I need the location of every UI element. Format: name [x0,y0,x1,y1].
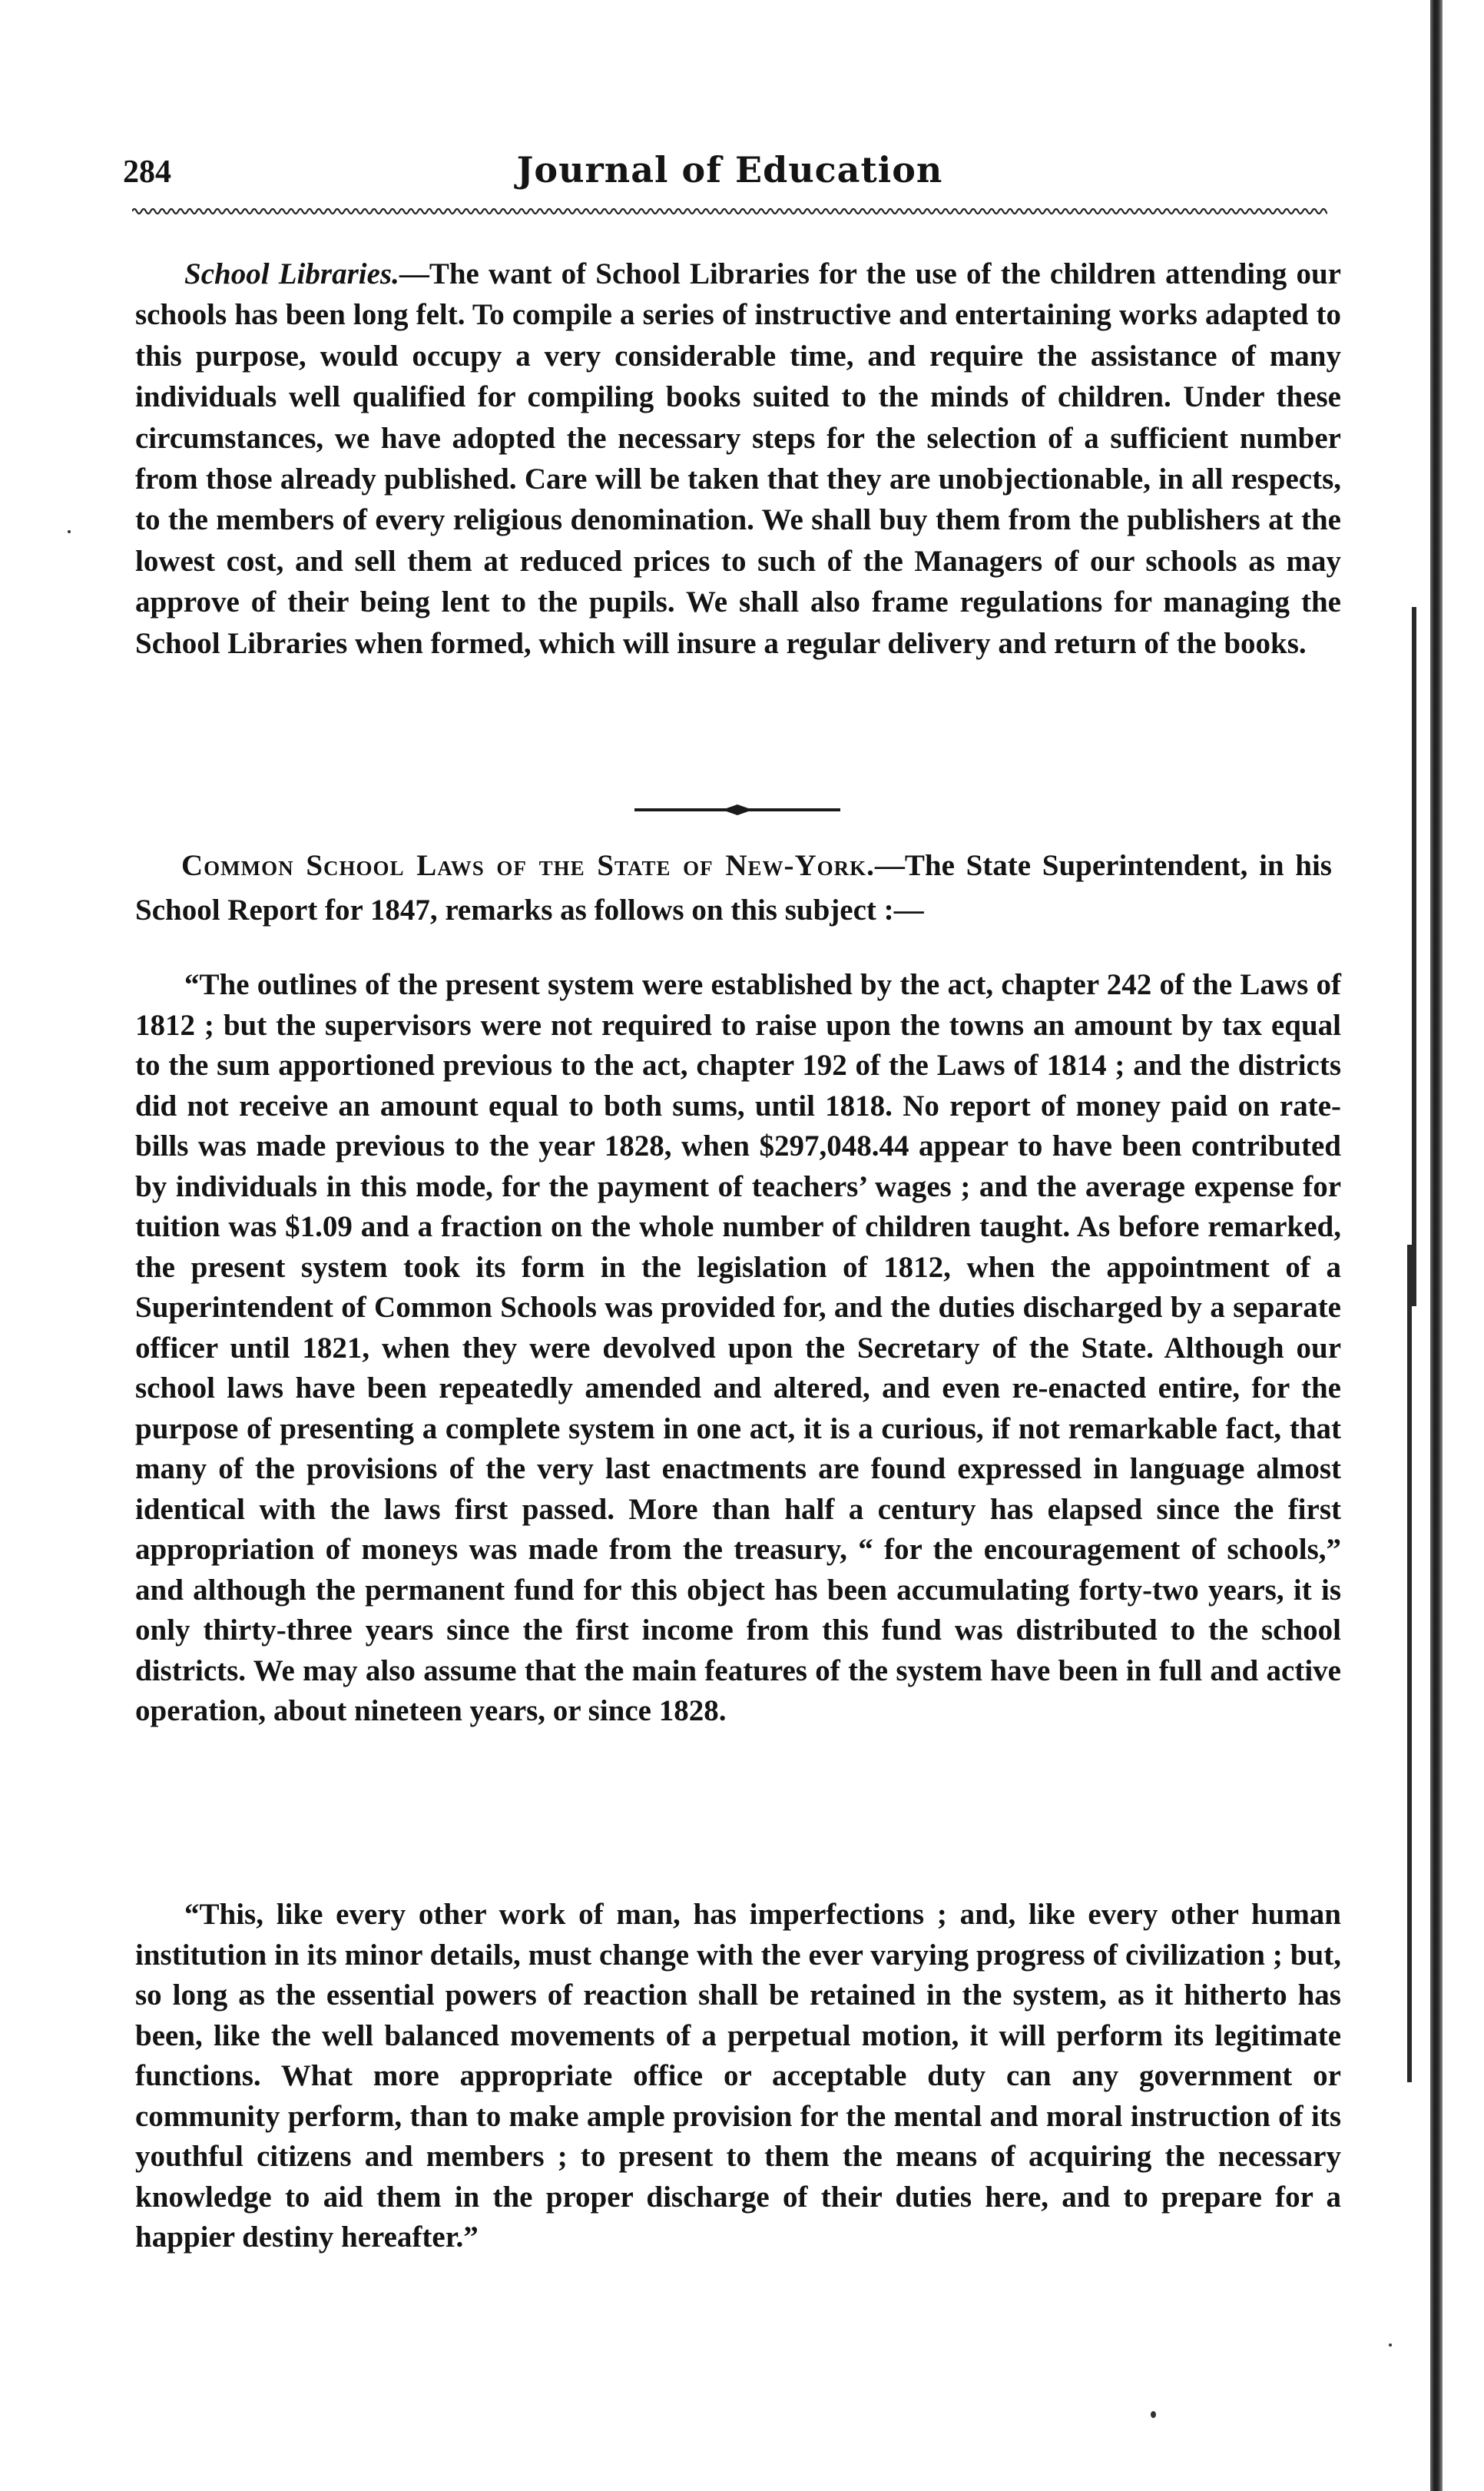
wavy-rule [132,206,1327,217]
running-head: Journal of Education [516,149,943,191]
page-edge-line [1412,607,1416,1306]
section-lead: Common School Laws of the State of New-York. [181,849,875,882]
paragraph-text: —The want of School Libraries for the use of the children attending our schools has been long felt. To compile a series of instructive and entertaining works adapted to this purpose, would occupy a very considerable time, and require the assistance of many individuals well qualified for compiling books suited to the minds of children. Under these circumstances, we have adopted the necessary steps for the selection of a sufficient number from those already published. Care will be taken that they are unobjectionable, in all respects, to the members of every religious denomination. We shall buy them from the publishers at the lowest cost, and sell them at reduced prices to such of the Managers of our schools as may approve of their being lent to the pupils. We shall also frame regulations for managing the School Libraries when formed, which will insure a regular delivery and return of the books. [135,257,1341,660]
paragraph-text: —The State Superintendent, in his School Report for 1847, remarks as follows on this subject :— [135,849,1332,927]
section-divider-ornament [630,802,845,818]
scan-speck [1389,2343,1392,2347]
common-school-laws-paragraph [135,844,1332,933]
quoted-paragraph-1: “The outlines of the present system were established by the act, chapter 242 of the Laws of 1812 ; but the supervisors were not required to raise upon the towns an amount by tax equal to the sum apportioned previous to the act, chapter 192 of the Laws of 1814 ; and the districts did not receive an amount equal to both sums, until 1818. No report of money paid on rate-bills was made previous to the year 1828, when $297,048.44 appear to have been contributed by individuals in this mode, for the payment of teachers’ wages ; and the average expense for tuition was $1.09 and a fraction on the whole number of children taught. As before remarked, the present system took its form in the legislation of 1812, when the appointment of a Superintendent of Common Schools was provided for, and the duties discharged by a separate officer until 1821, when they were devolved upon the Secretary of the State. Although our school laws have been repeatedly amended and altered, and even re-enacted entire, for the purpose of presenting a complete system in one act, it is a curious, if not remarkable fact, that many of the provisions of the very last enactments are found expressed in language almost identical with the laws first passed. More than half a century has elapsed since the first appropriation of moneys was made from the treasury, “ for the encouragement of schools,” and although the permanent fund for this object has been accumulating forty-two years, it is only thirty-three years since the first income from this fund was distributed to the school districts. We may also assume that the main features of the system have been in full and active operation, about nineteen years, or since 1828. [135,968,1341,1727]
school-libraries-paragraph [135,254,1341,664]
page-edge-line [1407,1245,1412,2082]
scan-speck [1151,2411,1156,2418]
page-header [123,149,1337,200]
scan-speck [68,530,71,533]
page-number: 284 [123,154,171,190]
quoted-paragraph-2: “This, like every other work of man, has imperfections ; and, like every other human institution in its minor details, must change with the ever varying progress of civilization ; but, so long as the essential powers of reaction shall be retained in the system, as it hitherto has been, like the well balanced movements of a perpetual motion, it will perform its legitimate functions. What more appropriate office or acceptable duty can any government or community perform, than to make ample provision for the mental and moral instruction of its youthful citizens and members ; to present to them the means of acquiring the necessary knowledge to aid them in the proper discharge of their duties here, and to prepare for a happier destiny hereafter.” [135,1898,1341,2254]
page-edge-shadow [1430,0,1443,2491]
section-lead: School Libraries. [184,257,399,290]
